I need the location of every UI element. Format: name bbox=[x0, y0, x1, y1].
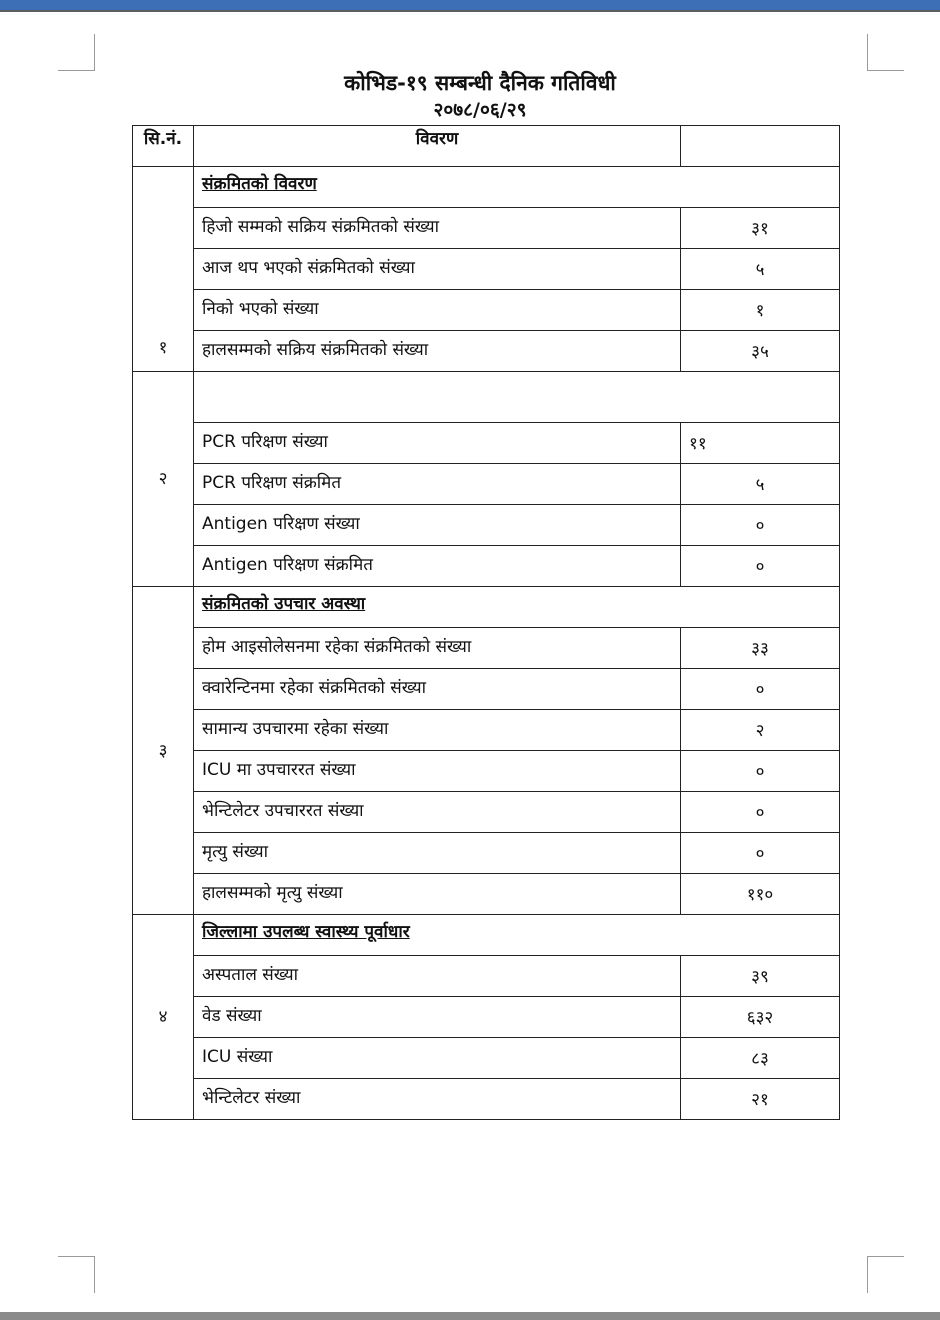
serial-number: ३ bbox=[133, 587, 194, 915]
table-row bbox=[133, 956, 840, 997]
table-row bbox=[133, 874, 840, 915]
covid-activity-table bbox=[132, 125, 840, 1120]
row-label: हिजो सम्मको सक्रिय संक्रमितको संख्या bbox=[194, 208, 681, 249]
crop-mark-bottom-left bbox=[58, 1256, 95, 1293]
row-label: Antigen परिक्षण संक्रमित bbox=[194, 546, 681, 587]
row-label: PCR परिक्षण संक्रमित bbox=[194, 464, 681, 505]
row-value: ० bbox=[681, 505, 840, 546]
row-value: ६३२ bbox=[681, 997, 840, 1038]
row-value: २ bbox=[681, 710, 840, 751]
row-value: ३३ bbox=[681, 628, 840, 669]
table-row bbox=[133, 710, 840, 751]
serial-number: २ bbox=[133, 372, 194, 587]
row-label: सामान्य उपचारमा रहेका संख्या bbox=[194, 710, 681, 751]
row-label: आज थप भएको संक्रमितको संख्या bbox=[194, 249, 681, 290]
table-row bbox=[133, 464, 840, 505]
row-value: ११० bbox=[681, 874, 840, 915]
section-heading-row bbox=[133, 372, 840, 423]
row-value: ८३ bbox=[681, 1038, 840, 1079]
row-value: ११ bbox=[681, 423, 840, 464]
row-value: ३५ bbox=[681, 331, 840, 372]
row-label: निको भएको संख्या bbox=[194, 290, 681, 331]
section-heading: संक्रमितको विवरण bbox=[194, 167, 840, 208]
section-heading bbox=[194, 372, 840, 423]
row-value: ० bbox=[681, 833, 840, 874]
row-label: अस्पताल संख्या bbox=[194, 956, 681, 997]
row-value: ० bbox=[681, 546, 840, 587]
table-row bbox=[133, 290, 840, 331]
crop-mark-bottom-right bbox=[867, 1256, 904, 1293]
row-label: ICU संख्या bbox=[194, 1038, 681, 1079]
row-value: ३९ bbox=[681, 956, 840, 997]
table-row bbox=[133, 1079, 840, 1120]
header-value bbox=[681, 126, 840, 167]
table-row bbox=[133, 546, 840, 587]
table-row bbox=[133, 833, 840, 874]
table-header-row bbox=[133, 126, 840, 167]
crop-mark-top-right bbox=[867, 34, 904, 71]
viewer-top-bar bbox=[0, 0, 940, 12]
row-label: PCR परिक्षण संख्या bbox=[194, 423, 681, 464]
row-value: ५ bbox=[681, 464, 840, 505]
crop-mark-top-left bbox=[58, 34, 95, 71]
table-row bbox=[133, 628, 840, 669]
row-label: हालसम्मको सक्रिय संक्रमितको संख्या bbox=[194, 331, 681, 372]
row-label: भेन्टिलेटर संख्या bbox=[194, 1079, 681, 1120]
table-row bbox=[133, 669, 840, 710]
row-label: होम आइसोलेसनमा रहेका संक्रमितको संख्या bbox=[194, 628, 681, 669]
section-heading-row bbox=[133, 587, 840, 628]
table-row bbox=[133, 208, 840, 249]
row-value: १ bbox=[681, 290, 840, 331]
section-heading-row bbox=[133, 167, 840, 208]
header-description: विवरण bbox=[194, 126, 681, 167]
document-title: कोभिड-१९ सम्बन्धी दैनिक गतिविधी bbox=[344, 71, 616, 95]
table-row bbox=[133, 1038, 840, 1079]
table-row bbox=[133, 751, 840, 792]
row-label: क्वारेन्टिनमा रहेका संक्रमितको संख्या bbox=[194, 669, 681, 710]
row-value: २१ bbox=[681, 1079, 840, 1120]
table-row bbox=[133, 249, 840, 290]
section-heading: संक्रमितको उपचार अवस्था bbox=[194, 587, 840, 628]
row-value: ५ bbox=[681, 249, 840, 290]
row-value: ३१ bbox=[681, 208, 840, 249]
section-heading: जिल्लामा उपलब्ध स्वास्थ्य पूर्वाधार bbox=[194, 915, 840, 956]
row-value: ० bbox=[681, 792, 840, 833]
header-serial: सि.नं. bbox=[133, 126, 194, 167]
row-label: Antigen परिक्षण संख्या bbox=[194, 505, 681, 546]
row-label: हालसम्मको मृत्यु संख्या bbox=[194, 874, 681, 915]
table-row bbox=[133, 423, 840, 464]
viewer-bottom-bar bbox=[0, 1312, 940, 1320]
table-row bbox=[133, 505, 840, 546]
table-row bbox=[133, 997, 840, 1038]
row-label: मृत्यु संख्या bbox=[194, 833, 681, 874]
section-heading-row bbox=[133, 915, 840, 956]
row-value: ० bbox=[681, 751, 840, 792]
row-value: ० bbox=[681, 669, 840, 710]
table-row bbox=[133, 331, 840, 372]
row-label: ICU मा उपचाररत संख्या bbox=[194, 751, 681, 792]
serial-number: १ bbox=[133, 167, 194, 372]
document-date: २०७८/०६/२९ bbox=[433, 99, 527, 121]
row-label: भेन्टिलेटर उपचाररत संख्या bbox=[194, 792, 681, 833]
row-label: वेड संख्या bbox=[194, 997, 681, 1038]
table-row bbox=[133, 792, 840, 833]
serial-number: ४ bbox=[133, 915, 194, 1120]
